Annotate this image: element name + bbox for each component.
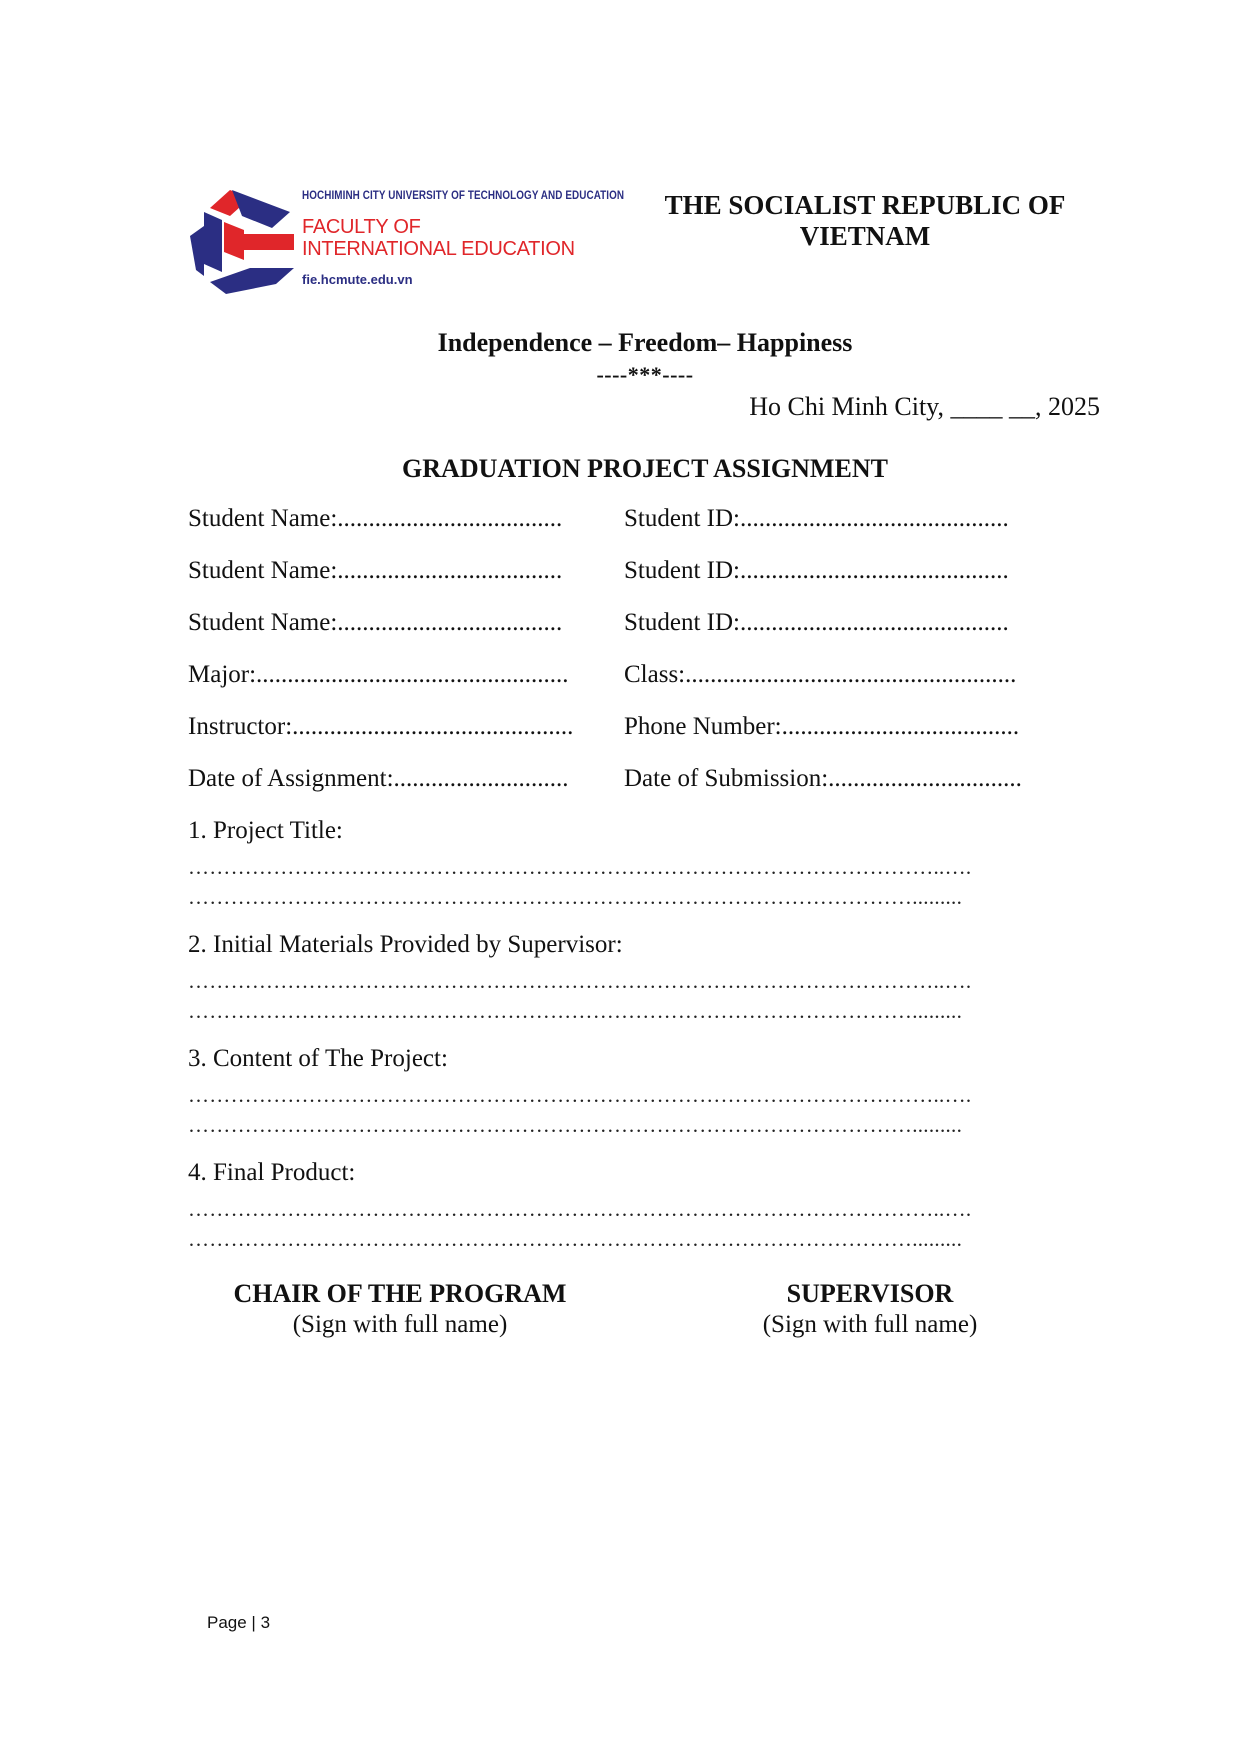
- supervisor-signature-note: (Sign with full name): [762, 1311, 978, 1338]
- project-title-line-2[interactable]: ………………………………………………………………………………………….........: [188, 885, 963, 909]
- section-final-product: 4. Final Product:: [188, 1159, 356, 1186]
- city-date-line: Ho Chi Minh City, ____ __, 2025: [749, 392, 1100, 421]
- logo-university-text: HOCHIMINH CITY UNIVERSITY OF TECHNOLOGY AND EDUCATION: [302, 190, 625, 202]
- motto-separator: ----***----: [596, 362, 694, 387]
- instructor-field[interactable]: Instructor:.............................................: [188, 713, 574, 740]
- date-of-submission-field[interactable]: Date of Submission:...............................: [624, 765, 1022, 792]
- project-title-line-1[interactable]: ……………………………………………………………………………………………..….: [188, 855, 972, 879]
- final-product-line-1[interactable]: ……………………………………………………………………………………………..….: [188, 1197, 972, 1221]
- student-id-field-2[interactable]: Student ID:...........................................: [624, 557, 1009, 584]
- republic-heading: [655, 190, 1075, 252]
- faculty-logo: [190, 190, 625, 300]
- content-line-2[interactable]: ………………………………………………………………………………………….........: [188, 1113, 963, 1137]
- final-product-line-2[interactable]: ………………………………………………………………………………………….........: [188, 1227, 963, 1251]
- supervisor-signature-title: SUPERVISOR: [786, 1279, 954, 1308]
- student-name-field-2[interactable]: Student Name:....................................: [188, 557, 563, 584]
- student-name-field-3[interactable]: Student Name:....................................: [188, 609, 563, 636]
- logo-faculty-line1: FACULTY OF: [302, 216, 421, 238]
- major-field[interactable]: Major:..................................................: [188, 661, 569, 688]
- national-motto: Independence – Freedom– Happiness: [437, 328, 853, 357]
- republic-line1: THE SOCIALIST REPUBLIC OF: [664, 190, 1066, 220]
- class-field[interactable]: Class:.....................................................: [624, 661, 1017, 688]
- date-of-assignment-field[interactable]: Date of Assignment:............................: [188, 765, 569, 792]
- section-content: 3. Content of The Project:: [188, 1045, 448, 1072]
- student-id-field-1[interactable]: Student ID:...........................................: [624, 505, 1009, 532]
- logo-website: fie.hcmute.edu.vn: [302, 272, 413, 287]
- section-initial-materials: 2. Initial Materials Provided by Supervisor:: [188, 931, 623, 958]
- page-number: Page | 3: [207, 1613, 271, 1632]
- initial-materials-line-2[interactable]: ………………………………………………………………………………………….........: [188, 999, 963, 1023]
- student-id-field-3[interactable]: Student ID:...........................................: [624, 609, 1009, 636]
- logo-faculty-line2: INTERNATIONAL EDUCATION: [302, 238, 575, 260]
- logo-emblem-icon: [190, 190, 295, 300]
- document-title: GRADUATION PROJECT ASSIGNMENT: [402, 454, 888, 483]
- student-name-field-1[interactable]: Student Name:....................................: [188, 505, 563, 532]
- republic-line2: VIETNAM: [799, 221, 931, 251]
- section-project-title: 1. Project Title:: [188, 817, 343, 844]
- phone-number-field[interactable]: Phone Number:......................................: [624, 713, 1020, 740]
- initial-materials-line-1[interactable]: ……………………………………………………………………………………………..….: [188, 969, 972, 993]
- chair-signature-note: (Sign with full name): [292, 1311, 508, 1338]
- chair-signature-title: CHAIR OF THE PROGRAM: [233, 1279, 567, 1308]
- content-line-1[interactable]: ……………………………………………………………………………………………..….: [188, 1083, 972, 1107]
